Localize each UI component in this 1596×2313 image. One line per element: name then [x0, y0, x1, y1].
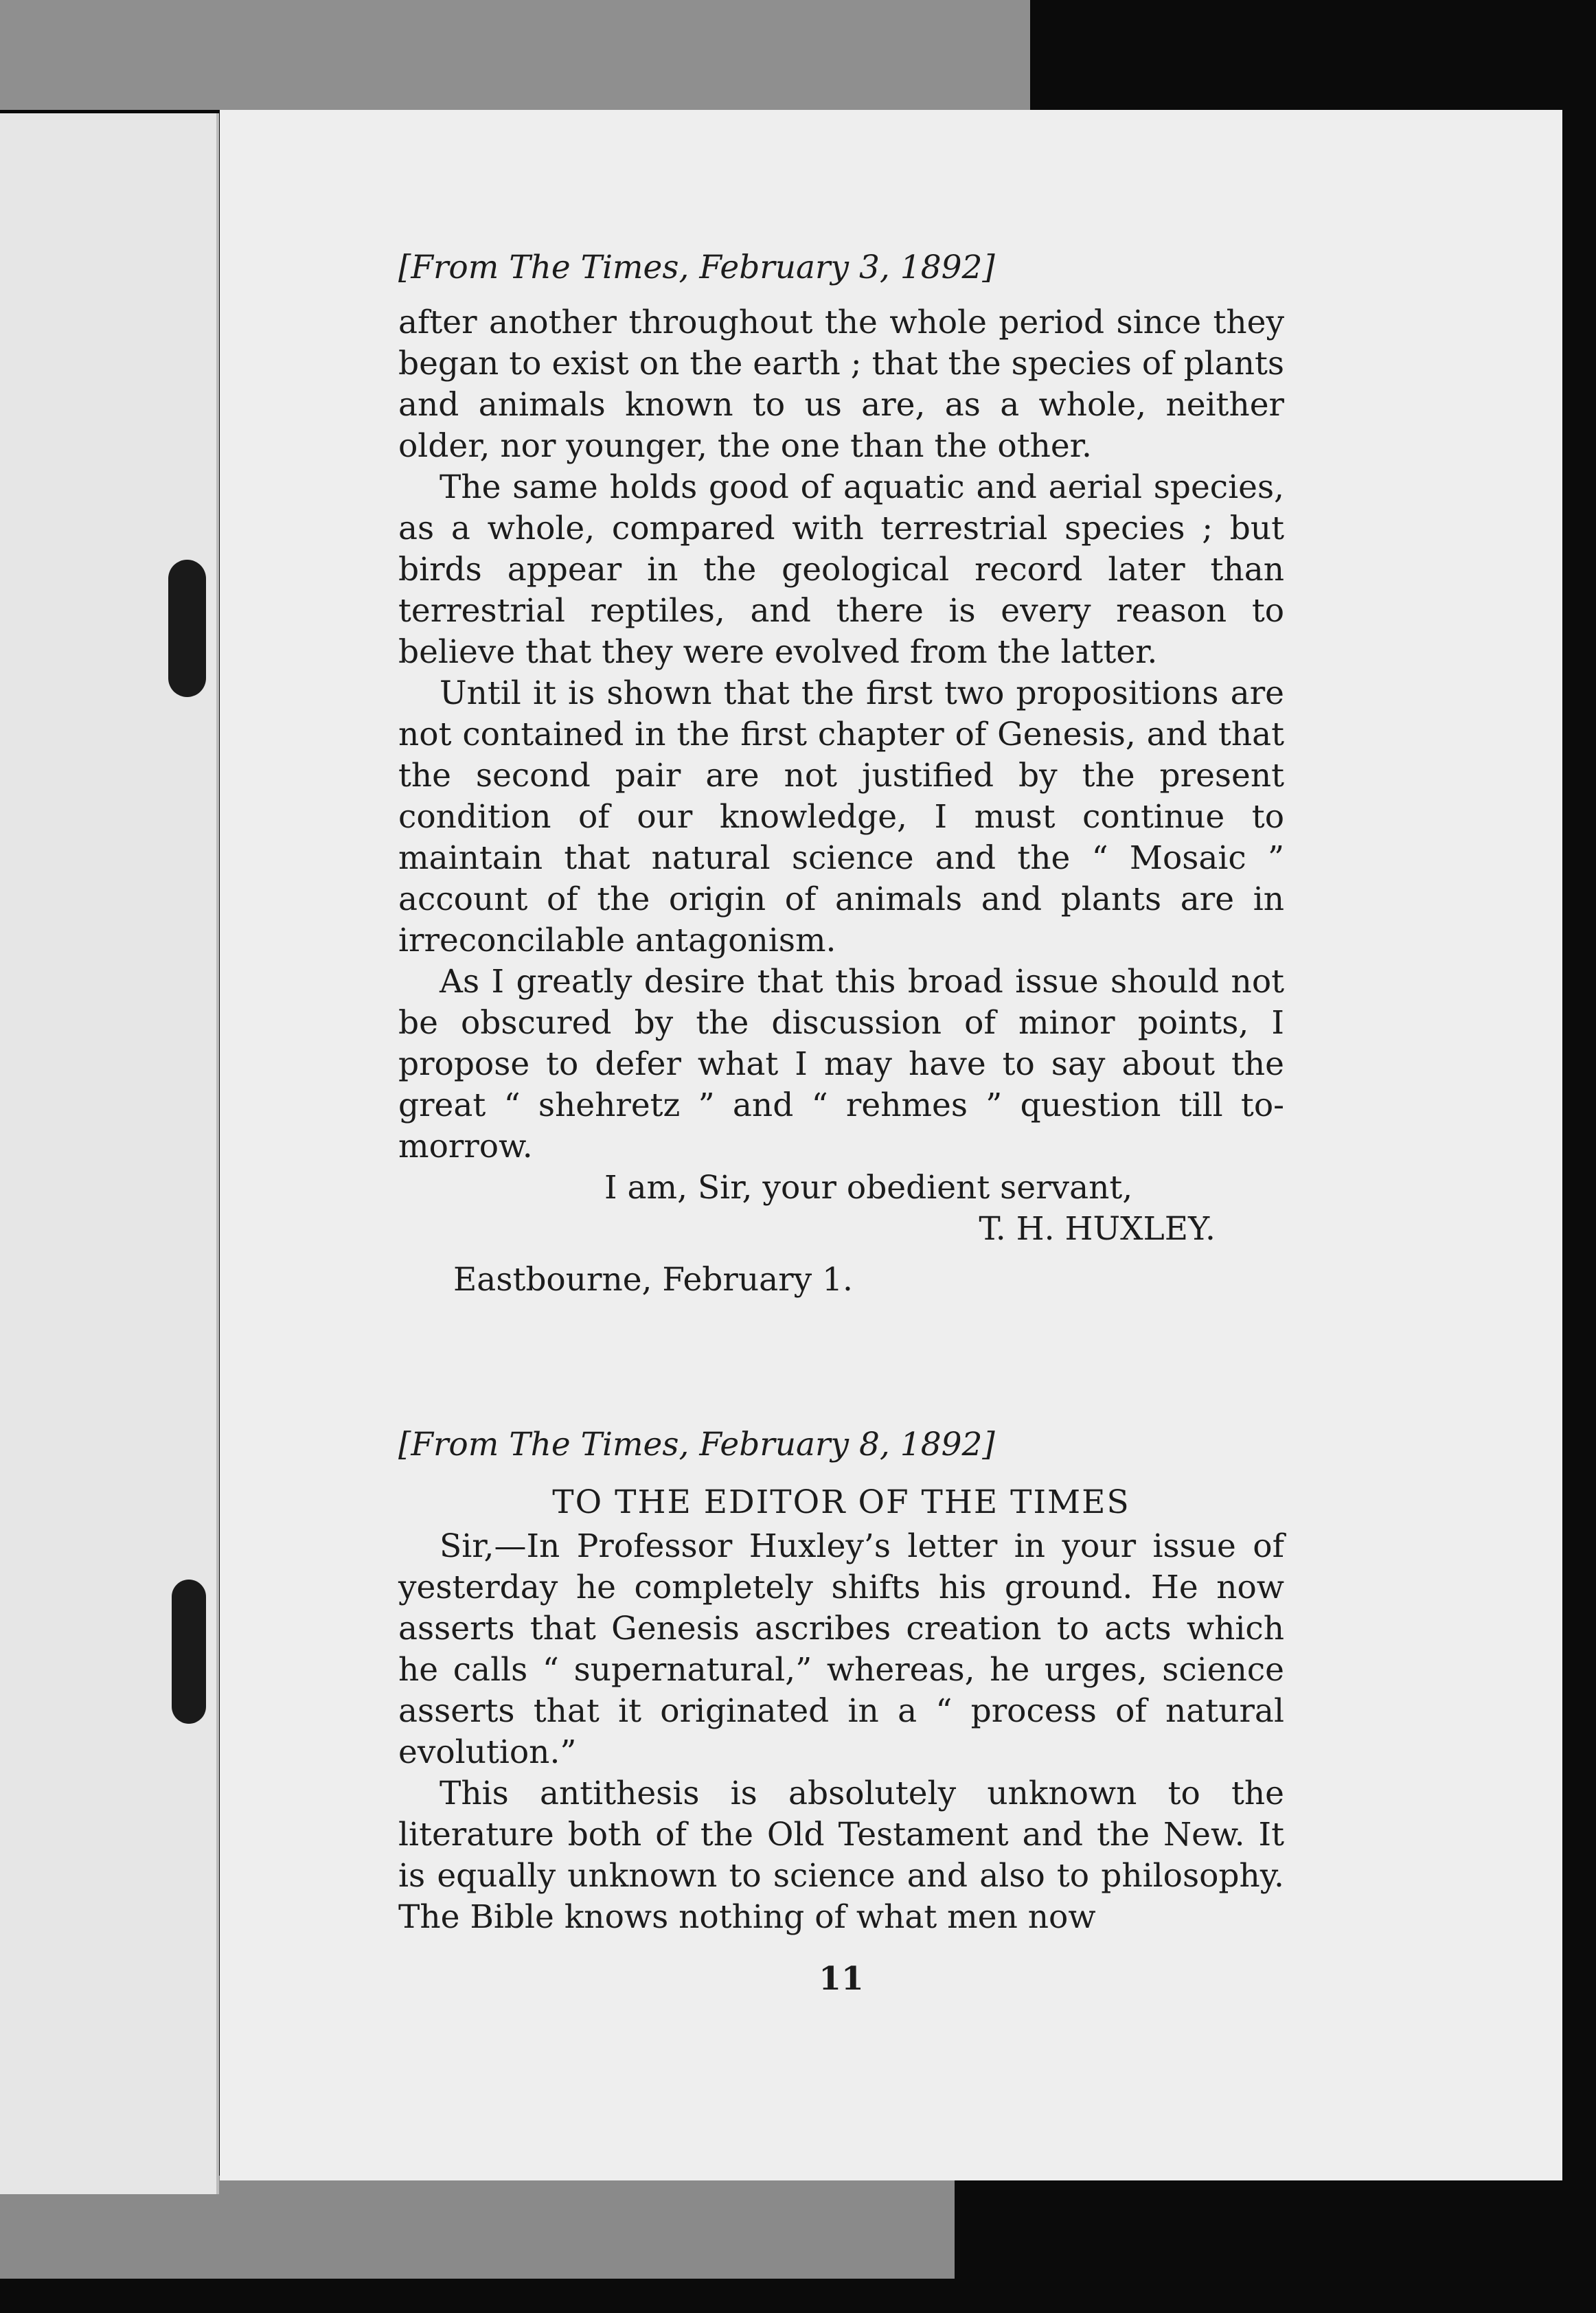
- letter2-source: [From The Times, February 8, 1892]: [398, 1426, 995, 1463]
- binding-stain-upper: [168, 560, 206, 697]
- binding-stain-lower: [172, 1580, 206, 1724]
- page-content: [398, 247, 1284, 2000]
- letter2-title: TO THE EDITOR OF THE TIMES: [552, 1483, 1130, 1521]
- letter1-source: [From The Times, February 3, 1892]: [398, 249, 995, 286]
- section-gap: [398, 1301, 1284, 1424]
- letter1-paragraph-3: Until it is shown that the first two propositions are not contained in the first chapter of Genesis, and that the second pair are not justified by the present condition of our knowledge, I must continue to maintain that natural science and the “ Mosaic ” account of the origin of animals and plants are in irreconcilable antagonism.: [398, 674, 1284, 959]
- page-number: 11: [819, 1960, 864, 1998]
- letter2-paragraph-2: This antithesis is absolutely unknown to the literature both of the Old Testament and the New. It is equally unknown to science and also to philosophy. The Bible knows nothing of what men now: [398, 1775, 1284, 1936]
- facing-page: [0, 113, 219, 2194]
- letter2-paragraph-1: Sir,—In Professor Huxley’s letter in your issue of yesterday he completely shifts his ground. He now asserts that Genesis ascribes creation to acts which he calls “ supernatural,” whereas, he urges, science asserts that it originated in a “ process of natural evolution.”: [398, 1527, 1284, 1771]
- letter1-paragraph-2: The same holds good of aquatic and aerial species, as a whole, compared with terrestrial species ; but birds appear in the geological record later than terrestrial reptiles, and there is every reason to believe that they were evolved from the latter.: [398, 468, 1284, 671]
- letter1-paragraph-4: As I greatly desire that this broad issue should not be obscured by the discussion of minor points, I propose to defer what I may have to say about the great “ shehretz ” and “ rehmes ” question till to-morrow.: [398, 963, 1284, 1165]
- letter1-place-date: Eastbourne, February 1.: [453, 1261, 853, 1299]
- letter1-paragraph-1: after another throughout the whole period since they began to exist on the earth ; that the species of plants and animals known to us are, as a whole, neither older, nor younger, the one than the other.: [398, 304, 1284, 465]
- top-background-strip: [0, 0, 1030, 110]
- letter1-closing: I am, Sir, your obedient servant,: [604, 1169, 1133, 1207]
- letter1-signature: T. H. HUXLEY.: [979, 1210, 1216, 1248]
